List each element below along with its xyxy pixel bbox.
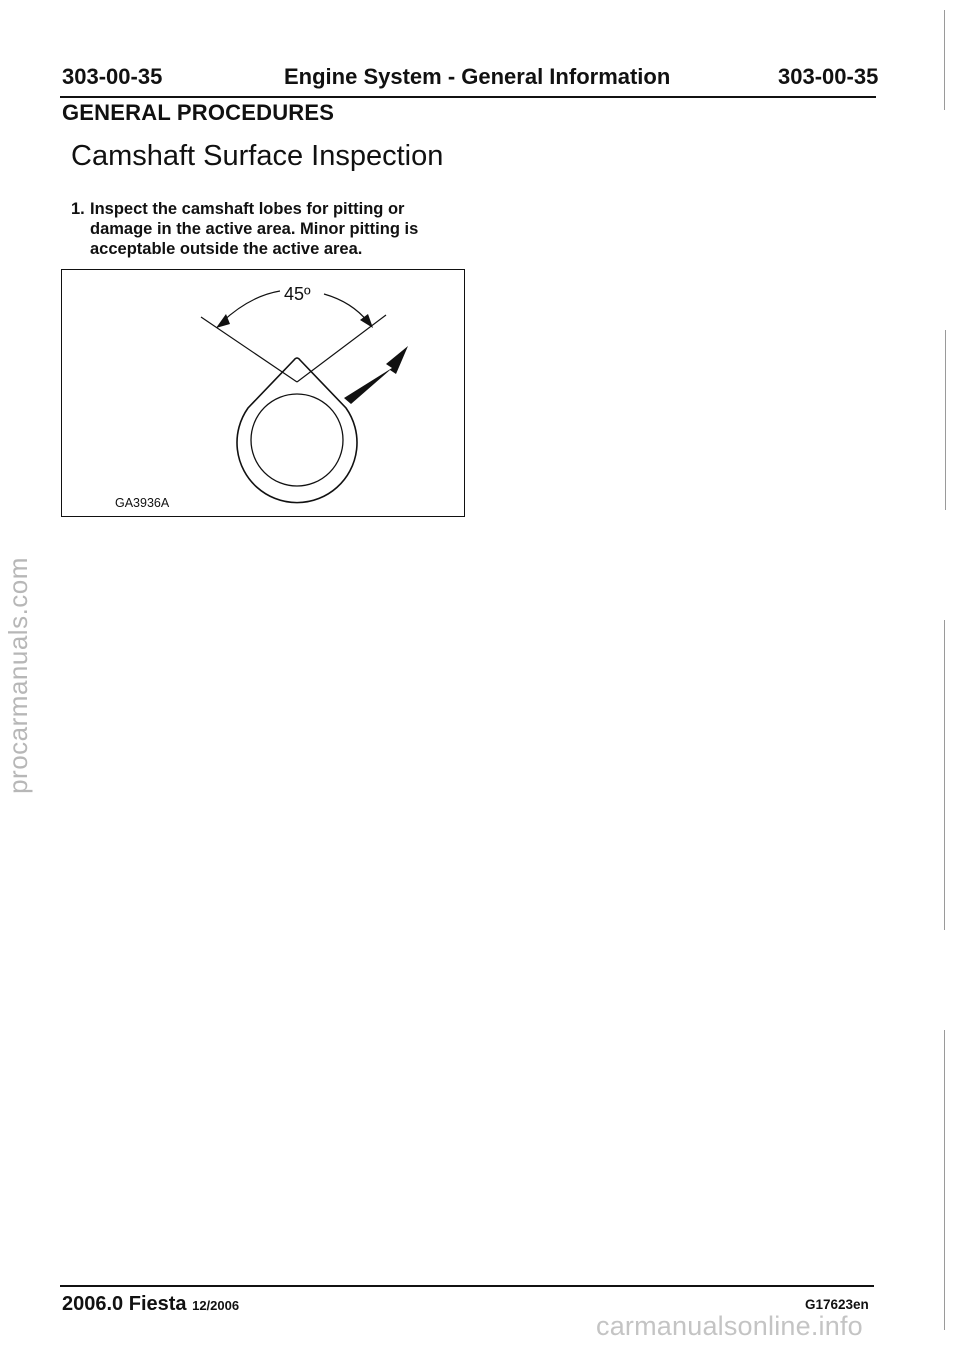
section-heading: GENERAL PROCEDURES	[62, 100, 335, 125]
figure-id: GA3936A	[115, 496, 170, 510]
camshaft-lobe-diagram	[62, 270, 466, 518]
footer-code: G17623en	[805, 1297, 869, 1312]
active-area-pointer-arrow	[344, 346, 408, 404]
procedure-title: Camshaft Surface Inspection	[71, 140, 444, 172]
margin-line	[944, 10, 945, 110]
procedure-step	[71, 199, 471, 259]
footer-rule	[60, 1285, 874, 1287]
camshaft-lobe-outline	[237, 358, 357, 503]
active-area-line-left	[201, 317, 297, 382]
step-text: Inspect the camshaft lobes for pitting or damage in the active area. Minor pitting is acceptable outside the active area.	[90, 200, 419, 258]
step-number: 1.	[71, 200, 85, 218]
margin-line	[944, 620, 945, 930]
document-title: Engine System - General Information	[284, 64, 671, 89]
angle-label: 45º	[284, 284, 311, 304]
active-area-line-right	[297, 315, 386, 382]
camshaft-lobe-figure	[61, 269, 465, 517]
footer-model-name: 2006.0 Fiesta	[62, 1293, 187, 1315]
camshaft-base-circle	[251, 394, 343, 486]
page-number-right: 303-00-35	[778, 64, 879, 89]
side-watermark	[0, 556, 36, 794]
footer-model	[62, 1293, 239, 1316]
angle-arc-left	[222, 291, 280, 322]
angle-arc-right	[324, 294, 368, 322]
side-watermark-text: procarmanuals.com	[2, 556, 33, 794]
bottom-watermark: carmanualsonline.info	[596, 1311, 863, 1341]
page-number-left: 303-00-35	[62, 64, 163, 89]
footer-date: 12/2006	[192, 1298, 240, 1313]
margin-line	[945, 330, 946, 510]
header-rule	[60, 96, 876, 98]
margin-line	[944, 1030, 945, 1330]
